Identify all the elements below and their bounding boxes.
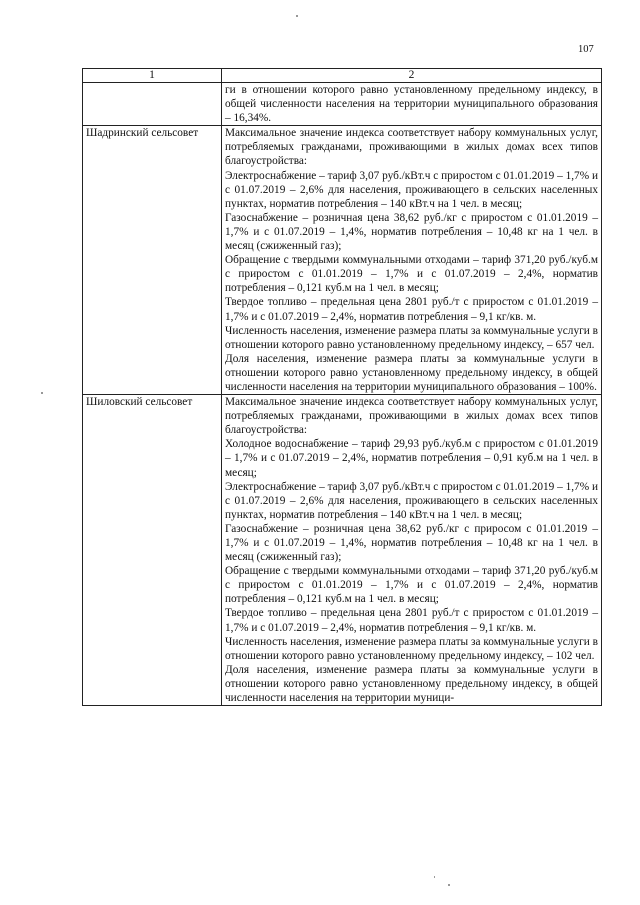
scan-speck <box>434 876 435 878</box>
page-number: 107 <box>578 44 594 55</box>
description-paragraph: Доля населения, изменение размера платы за коммунальные услуги в отношении которого равно установленному предельному индексу, в общей численности населения на территории муници- <box>225 663 598 705</box>
description-paragraph: Твердое топливо – предельная цена 2801 руб./т с приростом с 01.01.2019 – 1,7% и с 01.07.2019 – 2,4%, норматив потребления – 9,1 кг/кв. м. <box>225 296 598 323</box>
description-paragraph: Численность населения, изменение размера платы за коммунальные услуги в отношении которого равно установленному предельному индексу, – 102 чел. <box>225 635 598 662</box>
description-paragraph: Максимальное значение индекса соответствует набору коммунальных услуг, потребляемых гражданами, проживающими в жилых домах всех типов благоустройства: <box>225 127 598 168</box>
description-paragraph: ги в отношении которого равно установленному предельному индексу, в общей численности населения на территории муниципального образования – 16,34%. <box>225 84 598 125</box>
column-header-1: 1 <box>83 69 222 83</box>
description-cell <box>222 126 602 395</box>
document-table <box>82 68 602 706</box>
description-paragraph: Твердое топливо – предельная цена 2801 руб./т с приростом с 01.01.2019 – 1,7% и с 01.07.2019 – 2,4%, норматив потребления – 9,1 кг/кв. м. <box>225 607 598 634</box>
description-paragraph: Численность населения, изменение размера платы за коммунальные услуги в отношении которого равно установленному предельному индексу, – 657 чел. <box>225 324 598 351</box>
description-paragraph: Холодное водоснабжение – тариф 29,93 руб./куб.м с приростом с 01.01.2019 – 1,7% и с 01.07.2019 – 2,4%, норматив потребления – 0,91 куб.м на 1 чел. в месяц; <box>225 438 598 479</box>
description-paragraph: Доля населения, изменение размера платы за коммунальные услуги в отношении которого равно установленному предельному индексу, в общей численности населения на территории муниципального образования – 100%. <box>225 352 598 393</box>
description-paragraph: Газоснабжение – розничная цена 38,62 руб./кг с приростом с 01.01.2019 – 1,7% и с 01.07.2019 – 1,4%, норматив потребления – 10,48 кг на 1 чел. в месяц (сжиженный газ); <box>225 211 598 253</box>
table-row <box>83 126 602 395</box>
description-paragraph: Максимальное значение индекса соответствует набору коммунальных услуг, потребляемых гражданами, проживающими в жилых домах всех типов благоустройства: <box>225 396 598 437</box>
municipality-cell <box>83 83 222 126</box>
description-cell <box>222 395 602 706</box>
scan-speck <box>41 392 43 394</box>
scan-speck <box>448 884 450 886</box>
description-cell <box>222 83 602 126</box>
table-header-row <box>83 69 602 83</box>
table-row <box>83 83 602 126</box>
table-row <box>83 395 602 706</box>
description-paragraph: Обращение с твердыми коммунальными отходами – тариф 371,20 руб./куб.м с приростом с 01.01.2019 – 1,7% и с 01.07.2019 – 2,4%, норматив потребления – 0,121 куб.м на 1 чел. в месяц; <box>225 254 598 295</box>
scan-speck <box>296 15 298 17</box>
description-paragraph: Электроснабжение – тариф 3,07 руб./кВт.ч с приростом с 01.01.2019 – 1,7% и с 01.07.2019 – 2,6% для населения, проживающего в сельских населенных пунктах, норматив потребления – 140 кВт.ч на 1 чел. в месяц; <box>225 480 598 521</box>
municipality-cell: Шиловский сельсовет <box>83 395 222 706</box>
description-paragraph: Электроснабжение – тариф 3,07 руб./кВт.ч с приростом с 01.01.2019 – 1,7% и с 01.07.2019 – 2,6% для населения, проживающего в сельских населенных пунктах, норматив потребления – 140 кВт.ч на 1 чел. в месяц; <box>225 169 598 210</box>
municipality-cell: Шадринский сельсовет <box>83 126 222 395</box>
column-header-2: 2 <box>222 69 602 83</box>
description-paragraph: Газоснабжение – розничная цена 38,62 руб./кг с приросом с 01.01.2019 – 1,7% и с 01.07.2019 – 1,4%, норматив потребления – 10,48 кг на 1 чел. в месяц (сжиженный газ); <box>225 522 598 564</box>
description-paragraph: Обращение с твердыми коммунальными отходами – тариф 371,20 руб./куб.м с приростом с 01.01.2019 – 1,7% и с 01.07.2019 – 2,4%, норматив потребления – 0,121 куб.м на 1 чел. в месяц; <box>225 565 598 606</box>
